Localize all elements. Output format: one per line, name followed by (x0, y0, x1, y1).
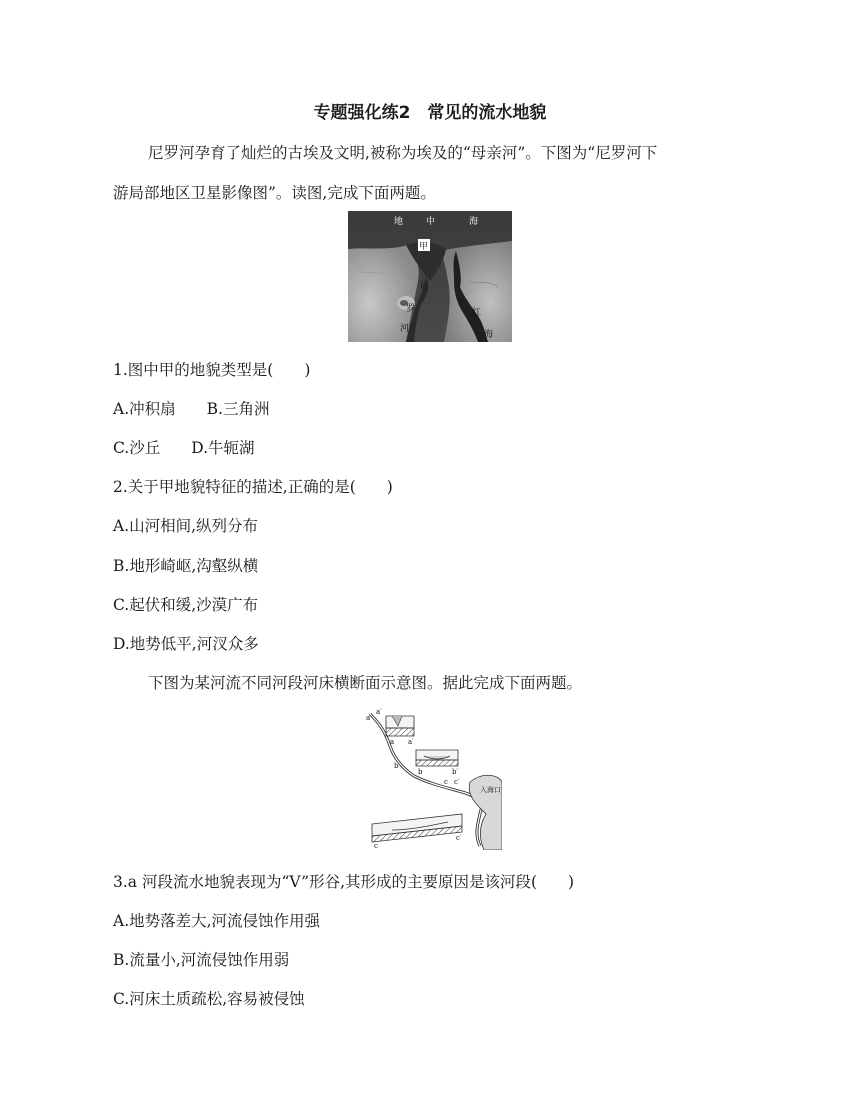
question-1-stem: 1.图中甲的地貌类型是( ) (113, 361, 311, 379)
label-b-left: b (394, 762, 399, 770)
label-zhong: 中 (426, 217, 436, 227)
question-1-options-ab: A.冲积扇 B.三角洲 (113, 400, 270, 418)
label-c-block: c (374, 842, 378, 850)
river-cross-section-diagram (362, 706, 502, 850)
label-di: 地 (394, 217, 404, 227)
label-a-block: a (390, 738, 395, 746)
intro-paragraph-line-1: 尼罗河孕育了灿烂的古埃及文明,被称为埃及的“母亲河”。下图为“尼罗河下 (148, 144, 658, 162)
label-jia: 甲 (419, 242, 429, 252)
satellite-image-figure (348, 211, 512, 342)
label-hong-hai: 海 (484, 330, 494, 340)
question-2-option-c: C.起伏和缓,沙漠广布 (113, 596, 259, 614)
label-he: 河 (400, 324, 410, 334)
label-a-prime-block: a′ (408, 738, 414, 746)
label-a-prime-top: a′ (376, 708, 382, 716)
estuary-label: 入海口 (480, 786, 501, 794)
question-3-option-a: A.地势落差大,河流侵蚀作用强 (113, 912, 321, 930)
label-c-prime-block: c′ (456, 834, 462, 842)
label-luo: 罗 (406, 304, 416, 314)
question-2-option-a: A.山河相间,纵列分布 (113, 517, 259, 535)
question-3-option-b: B.流量小,河流侵蚀作用弱 (113, 951, 290, 969)
label-a-top: a (366, 714, 371, 722)
label-c-top: c (444, 778, 448, 786)
label-b-prime: b′ (452, 768, 459, 776)
question-2-stem: 2.关于甲地貌特征的描述,正确的是( ) (113, 478, 393, 496)
question-2-option-d: D.地势低平,河汊众多 (113, 635, 259, 653)
label-ni: 尼 (420, 282, 430, 292)
question-3-stem: 3.a 河段流水地貌表现为“V”形谷,其形成的主要原因是该河段( ) (113, 873, 575, 891)
intro-paragraph-line-2: 游局部地区卫星影像图”。读图,完成下面两题。 (113, 184, 436, 202)
label-hong: 红 (472, 308, 482, 318)
label-c-prime-top: c′ (454, 778, 460, 786)
label-b-block: b (418, 768, 423, 776)
page-title: 专题强化练2 常见的流水地貌 (313, 103, 547, 123)
question-2-option-b: B.地形崎岖,沟壑纵横 (113, 557, 259, 575)
question-1-options-cd: C.沙丘 D.牛轭湖 (113, 439, 255, 457)
question-3-option-c: C.河床土质疏松,容易被侵蚀 (113, 990, 305, 1008)
label-hai: 海 (469, 217, 479, 227)
intro-2: 下图为某河流不同河段河床横断面示意图。据此完成下面两题。 (148, 674, 583, 692)
